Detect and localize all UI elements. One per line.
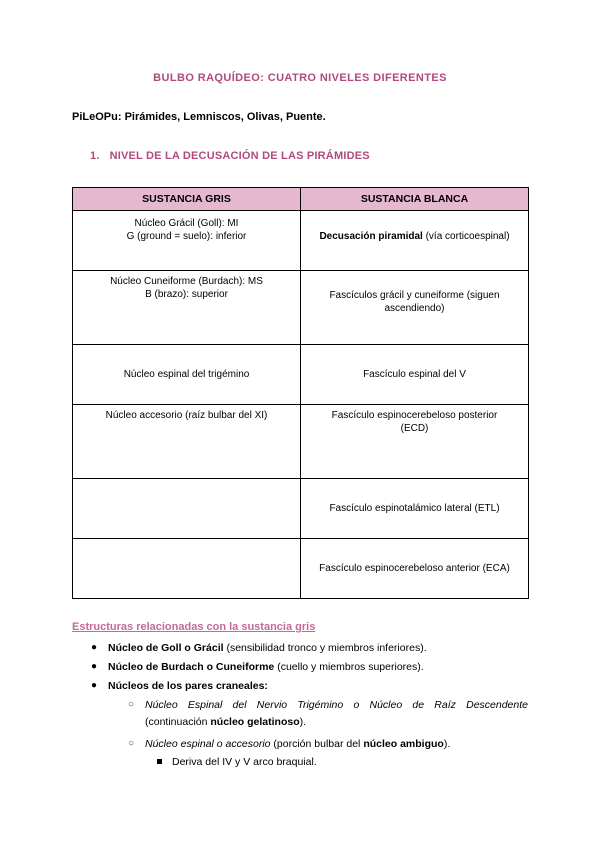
table-row (73, 211, 529, 271)
sub-list-item (128, 698, 528, 729)
cell-text: Fascículo espinocerebeloso posterior (ECD) (331, 410, 498, 434)
sub-list-item (128, 737, 451, 751)
list-item (91, 660, 424, 674)
sub-item-pre: (continuación (145, 716, 211, 728)
circle-bullet-icon: ○ (128, 738, 135, 749)
cell-line: Núcleo Grácil (Goll): MI (134, 218, 239, 229)
cell-blanca (301, 271, 529, 345)
sub-item-pre: (porción bulbar del (270, 738, 364, 750)
mnemonic-line (72, 111, 326, 123)
section-number: 1. (90, 150, 100, 162)
list-item (91, 679, 268, 693)
mnemonic-text: Pirámides, Lemniscos, Olivas, Puente. (124, 111, 326, 123)
sub-item-bold: núcleo ambiguo (363, 738, 444, 750)
mnemonic-key: PiLeOPu: (72, 111, 122, 123)
cell-text: Fascículo espinotalámico lateral (ETL) (329, 503, 500, 514)
circle-bullet-icon: ○ (128, 699, 135, 710)
cell-line: B (brazo): superior (145, 289, 228, 300)
cell-blanca (301, 345, 529, 405)
cell-gris (73, 271, 301, 345)
section-heading (90, 150, 370, 162)
cell-blanca (301, 405, 529, 479)
square-bullet-icon (157, 759, 162, 764)
related-heading: Estructuras relacionadas con la sustancia gris (72, 621, 316, 633)
sub-sub-list-item (172, 755, 317, 769)
sub-item-italic: Núcleo Espinal del Nervio Trigémino o Núcleo de Raíz Descendente (145, 699, 528, 711)
table-row (73, 479, 529, 539)
cell-gris (73, 539, 301, 599)
cell-blanca (301, 479, 529, 539)
sub-item-post: ). (443, 738, 451, 750)
page-title: BULBO RAQUÍDEO: CUATRO NIVELES DIFERENTES (153, 72, 447, 84)
cell-text: Fascículo espinal del V (363, 369, 466, 380)
cell-line: G (ground = suelo): inferior (126, 231, 247, 242)
sub-item-bold: núcleo gelatinoso (210, 716, 300, 728)
cell-text: Fascículos grácil y cuneiforme (siguen ascendiendo) (329, 290, 500, 314)
cell-text: Fascículo espinocerebeloso anterior (ECA) (319, 563, 510, 574)
item-text: (cuello y miembros superiores). (274, 661, 424, 673)
header-blanca: SUSTANCIA BLANCA (301, 188, 529, 211)
cell-bold: Decusación piramidal (319, 231, 423, 242)
cell-line: Núcleo Cuneiforme (Burdach): MS (110, 276, 263, 287)
cell-text: (vía corticoespinal) (422, 231, 510, 242)
bullet-icon: ● (91, 661, 98, 672)
item-bold: Núcleo de Burdach o Cuneiforme (108, 661, 275, 673)
list-item (91, 641, 427, 655)
section-title: NIVEL DE LA DECUSACIÓN DE LAS PIRÁMIDES (109, 150, 370, 162)
sub-sub-text: Deriva del IV y V arco braquial. (172, 756, 317, 768)
table-row (73, 345, 529, 405)
table-row (73, 405, 529, 479)
cell-gris (73, 345, 301, 405)
table-row (73, 539, 529, 599)
cell-blanca (301, 539, 529, 599)
cell-gris (73, 479, 301, 539)
table-header-row (73, 188, 529, 211)
sub-item-post: ). (299, 716, 307, 728)
header-gris: SUSTANCIA GRIS (73, 188, 301, 211)
item-bold: Núcleo de Goll o Grácil (108, 642, 224, 654)
cell-gris (73, 405, 301, 479)
substance-table (72, 187, 529, 599)
cell-blanca (301, 211, 529, 271)
cell-gris (73, 211, 301, 271)
item-text: (sensibilidad tronco y miembros inferiores). (223, 642, 427, 654)
sub-item-italic: Núcleo espinal o accesorio (145, 738, 271, 750)
cell-line: Núcleo espinal del trigémino (123, 369, 250, 380)
table-row (73, 271, 529, 345)
bullet-icon: ● (91, 680, 98, 691)
bullet-icon: ● (91, 642, 98, 653)
sub-item-line (145, 715, 528, 729)
cell-line: Núcleo accesorio (raíz bulbar del XI) (105, 410, 268, 421)
item-bold: Núcleos de los pares craneales: (108, 680, 268, 692)
